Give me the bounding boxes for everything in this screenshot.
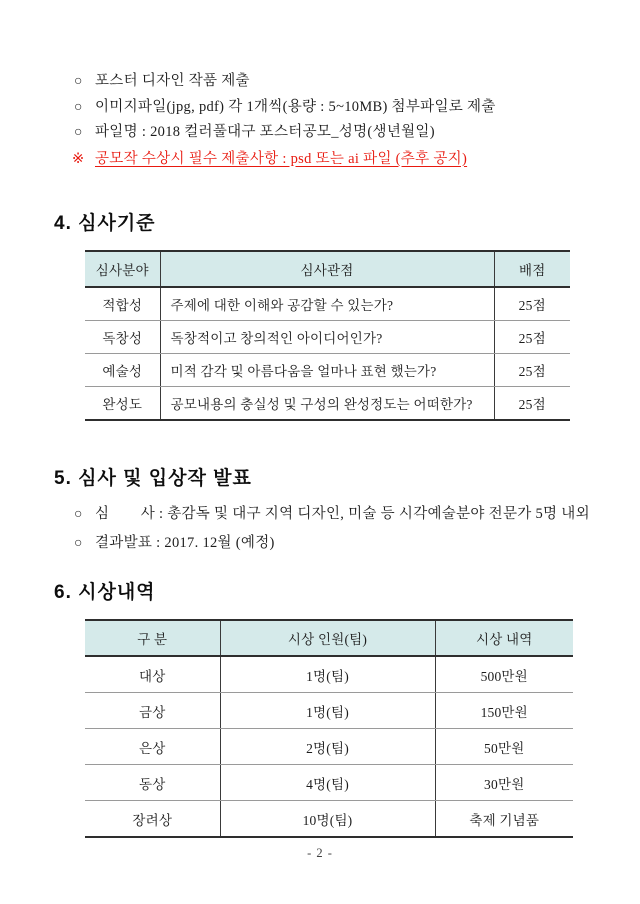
- award-count-cell: 4명(팀): [220, 765, 435, 801]
- table-row: [85, 354, 570, 387]
- section-title-judging-criteria: 4. 심사기준: [54, 213, 156, 234]
- circle-bullet-icon: ○: [74, 99, 83, 115]
- bullet-text: 결과발표 : 2017. 12월 (예정): [95, 535, 275, 551]
- note-text: 공모작 수상시 필수 제출사항 : psd 또는 ai 파일 (추후 공지): [95, 150, 468, 167]
- award-count-cell: 2명(팀): [220, 729, 435, 765]
- award-name-cell: 은상: [85, 729, 220, 765]
- circle-bullet-icon: ○: [74, 507, 83, 522]
- table-row: [85, 801, 573, 838]
- list-item: [74, 500, 640, 529]
- table-row: [85, 656, 573, 693]
- col-header-criteria-question: 심사관점: [160, 251, 494, 287]
- bullet-text: 포스터 디자인 작품 제출: [95, 73, 250, 89]
- list-item: [74, 529, 640, 558]
- award-name-cell: 금상: [85, 693, 220, 729]
- reference-mark-icon: ※: [72, 150, 85, 167]
- criteria-name-cell: 적합성: [85, 287, 160, 321]
- col-header-points: 배점: [494, 251, 570, 287]
- award-name-cell: 대상: [85, 656, 220, 693]
- list-item: [74, 95, 640, 121]
- col-header-winner-count: 시상 인원(팀): [220, 620, 435, 656]
- section-title-judging-announcement: 5. 심사 및 입상작 발표: [54, 468, 252, 489]
- table-row: [85, 765, 573, 801]
- award-count-cell: 1명(팀): [220, 693, 435, 729]
- announcement-bullet-list: [0, 500, 640, 558]
- criteria-points-cell: 25점: [494, 354, 570, 387]
- table-row: [85, 321, 570, 354]
- list-item: [74, 69, 640, 95]
- criteria-name-cell: 예술성: [85, 354, 160, 387]
- table-row: [85, 729, 573, 765]
- award-name-cell: 동상: [85, 765, 220, 801]
- award-prize-cell: 축제 기념품: [435, 801, 573, 838]
- bullet-text: 이미지파일(jpg, pdf) 각 1개씩(용량 : 5~10MB) 첨부파일로 제출: [95, 98, 496, 115]
- criteria-name-cell: 독창성: [85, 321, 160, 354]
- circle-bullet-icon: ○: [74, 125, 83, 140]
- table-row: [85, 287, 570, 321]
- criteria-points-cell: 25점: [494, 387, 570, 421]
- award-prize-cell: 150만원: [435, 693, 573, 729]
- criteria-points-cell: 25점: [494, 321, 570, 354]
- criteria-name-cell: 완성도: [102, 397, 143, 412]
- col-header-category: 구 분: [85, 620, 220, 656]
- award-prize-cell: 30만원: [435, 765, 573, 801]
- table-header-row: [85, 251, 570, 287]
- page-number: - 2 -: [307, 846, 333, 860]
- table-header-row: [85, 620, 573, 656]
- criteria-question-cell: 주제에 대한 이해와 공감할 수 있는가?: [160, 287, 494, 321]
- criteria-question-cell: 공모내용의 충실성 및 구성의 완성정도는 어떠한가?: [160, 387, 494, 421]
- criteria-question-cell: 독창적이고 창의적인 아이디어인가?: [160, 321, 494, 354]
- list-item: [74, 120, 640, 146]
- award-name-cell: 장려상: [132, 812, 173, 828]
- award-count-cell: 1명(팀): [220, 656, 435, 693]
- judging-criteria-table: [85, 250, 570, 421]
- bullet-text: 심 사 : 총감독 및 대구 지역 디자인, 미술 등 시각예술분야 전문가 5명 내외: [95, 506, 590, 522]
- award-prize-cell: 50만원: [435, 729, 573, 765]
- bullet-text: 파일명 : 2018 컬러풀대구 포스터공모_성명(생년월일): [95, 124, 435, 140]
- table-row: [85, 693, 573, 729]
- col-header-criteria-field: 심사분야: [85, 251, 160, 287]
- submission-bullet-list: [0, 69, 640, 171]
- circle-bullet-icon: ○: [74, 536, 83, 551]
- award-count-cell: 10명(팀): [220, 801, 435, 838]
- section-title-awards: 6. 시상내역: [54, 582, 156, 603]
- criteria-points-cell: 25점: [494, 287, 570, 321]
- awards-table: [85, 619, 573, 838]
- award-prize-cell: 500만원: [435, 656, 573, 693]
- criteria-question-cell: 미적 감각 및 아름다움을 얼마나 표현 했는가?: [160, 354, 494, 387]
- required-submission-note: [72, 147, 640, 172]
- col-header-prize: 시상 내역: [435, 620, 573, 656]
- circle-bullet-icon: ○: [74, 74, 83, 89]
- table-row: [85, 387, 570, 421]
